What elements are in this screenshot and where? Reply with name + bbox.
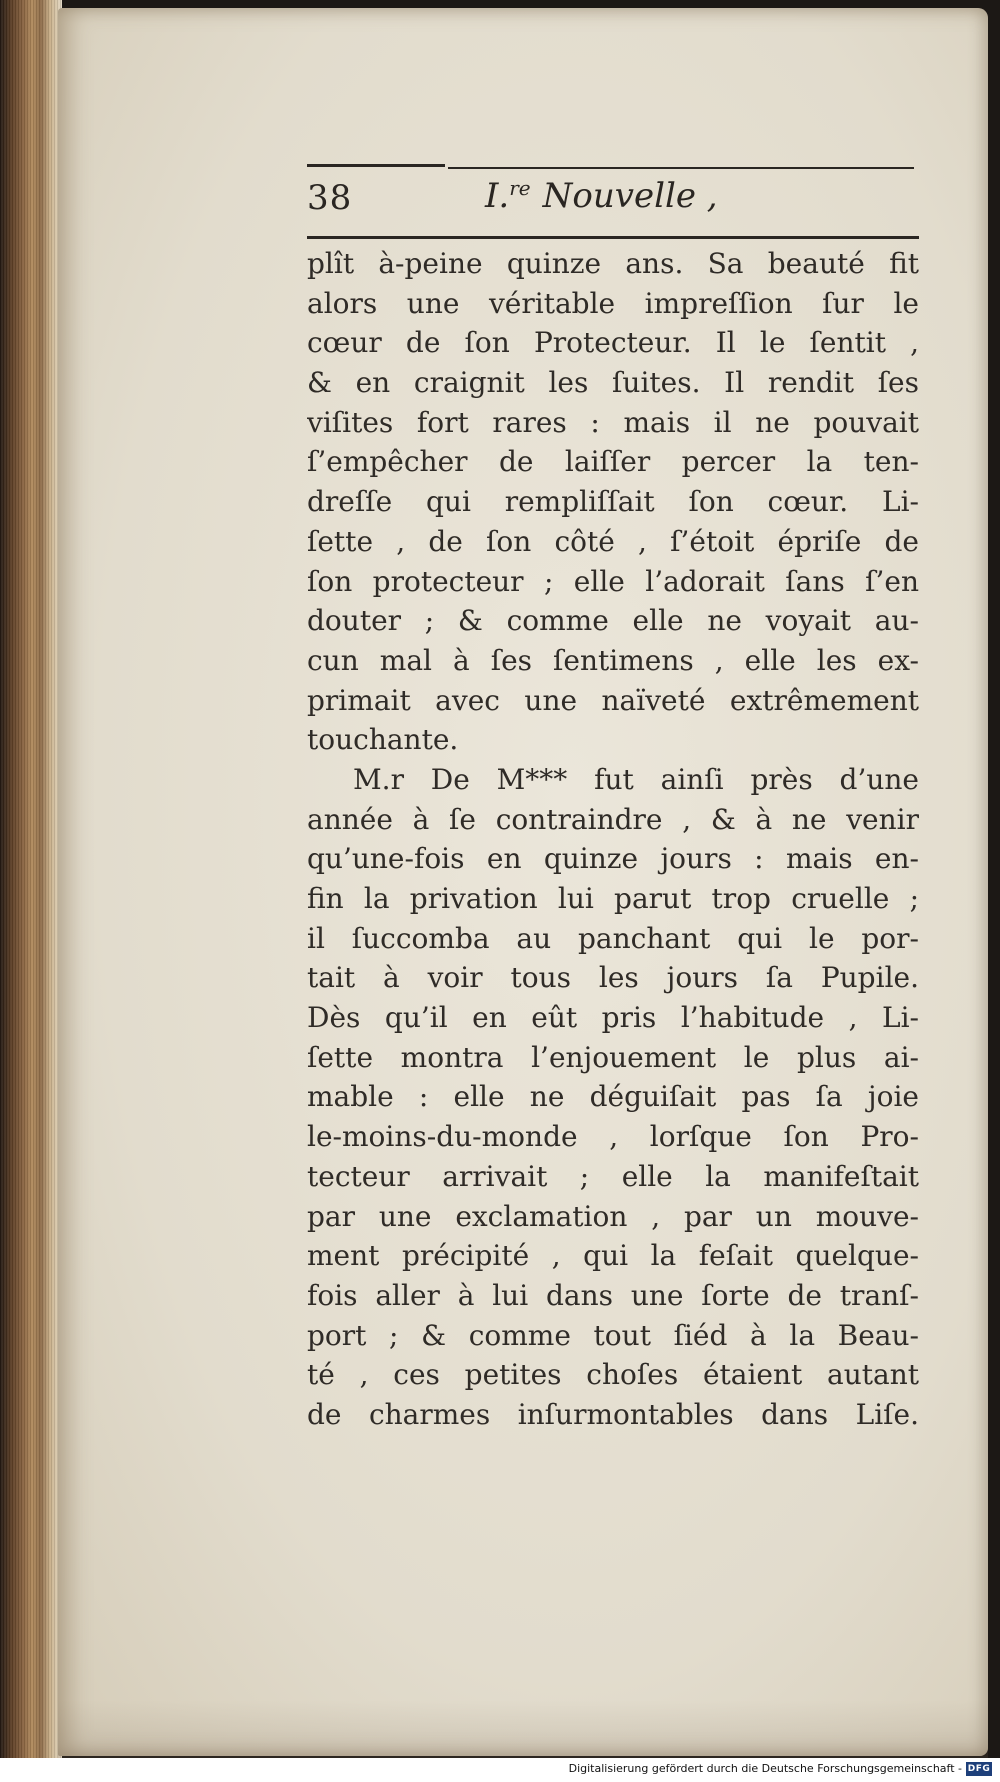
text-line: cœur de ſon Protecteur. Il le ſentit , bbox=[307, 326, 919, 360]
book-fore-edge bbox=[0, 0, 62, 1758]
text-line: de charmes inſurmontables dans Liſe. bbox=[307, 1397, 919, 1431]
text-line: ment précipité , qui la feſait quelque- bbox=[307, 1239, 919, 1273]
running-head-prefix: I. bbox=[485, 176, 510, 216]
text-line: cun mal à ſes ſentimens , elle les ex- bbox=[307, 643, 919, 677]
text-line: primait avec une naïveté extrêmement bbox=[307, 683, 919, 717]
text-line: plît à-peine quinze ans. Sa beauté fit bbox=[307, 247, 919, 280]
text-line: le-moins-du-monde , lorſque ſon Pro- bbox=[307, 1120, 919, 1154]
page-number: 38 bbox=[307, 178, 353, 218]
text-line: viſites fort rares : mais il ne pouvait bbox=[307, 405, 919, 439]
text-line: té , ces petites choſes étaient autant bbox=[307, 1358, 919, 1392]
text-line: mable : elle ne déguiſait pas ſa joie bbox=[307, 1080, 919, 1114]
running-head-superscript: re bbox=[509, 176, 531, 200]
paragraph-first-line: M.r De M*** fut ainſi près d’une bbox=[353, 762, 919, 796]
page-header bbox=[307, 176, 919, 230]
text-line: alors une véritable impreſſion ſur le bbox=[307, 286, 919, 320]
text-line: Dès qu’il en eût pris l’habitude , Li- bbox=[307, 1001, 919, 1035]
header-rule-bottom bbox=[307, 236, 919, 239]
text-line: il ſuccomba au panchant qui le por- bbox=[307, 921, 919, 955]
text-line: ſ’empêcher de laiſſer percer la ten- bbox=[307, 445, 919, 479]
digitization-footer bbox=[0, 1758, 1000, 1782]
dfg-logo: DFG bbox=[967, 1764, 991, 1774]
text-line: douter ; & comme elle ne voyait au- bbox=[307, 604, 919, 638]
header-rule-top-right bbox=[448, 167, 914, 169]
running-head-title: Nouvelle , bbox=[542, 176, 718, 216]
text-line: ſette , de ſon côté , ſ’étoit épriſe de bbox=[307, 524, 919, 558]
header-rule-top-left bbox=[307, 164, 445, 167]
text-line: fois aller à lui dans une ſorte de tranſ- bbox=[307, 1278, 919, 1312]
body-text bbox=[307, 244, 919, 1435]
text-line: fin la privation lui parut trop cruelle ; bbox=[307, 882, 919, 915]
text-line: dreſſe qui rempliſſait ſon cœur. Li- bbox=[307, 485, 919, 519]
text-line: & en craignit les ſuites. Il rendit ſes bbox=[307, 366, 919, 400]
paragraph-last-line: touchante. bbox=[307, 723, 459, 757]
text-line: année à ſe contraindre , & à ne venir bbox=[307, 802, 919, 836]
funding-credit: Digitalisierung gefördert durch die Deutsche Forschungsgemeinschaft - bbox=[568, 1762, 962, 1775]
text-line: tait à voir tous les jours ſa Pupile. bbox=[307, 961, 919, 995]
text-line: tecteur arrivait ; elle la manifeſtait bbox=[307, 1159, 919, 1193]
text-line: par une exclamation , par un mouve- bbox=[307, 1199, 919, 1233]
text-line: qu’une-fois en quinze jours : mais en- bbox=[307, 842, 919, 876]
text-line: port ; & comme tout ſiéd à la Beau- bbox=[307, 1318, 919, 1352]
running-head bbox=[485, 176, 718, 216]
text-line: ſette montra l’enjouement le plus ai- bbox=[307, 1040, 919, 1074]
text-line: ſon protecteur ; elle l’adorait ſans ſ’en bbox=[307, 564, 919, 598]
